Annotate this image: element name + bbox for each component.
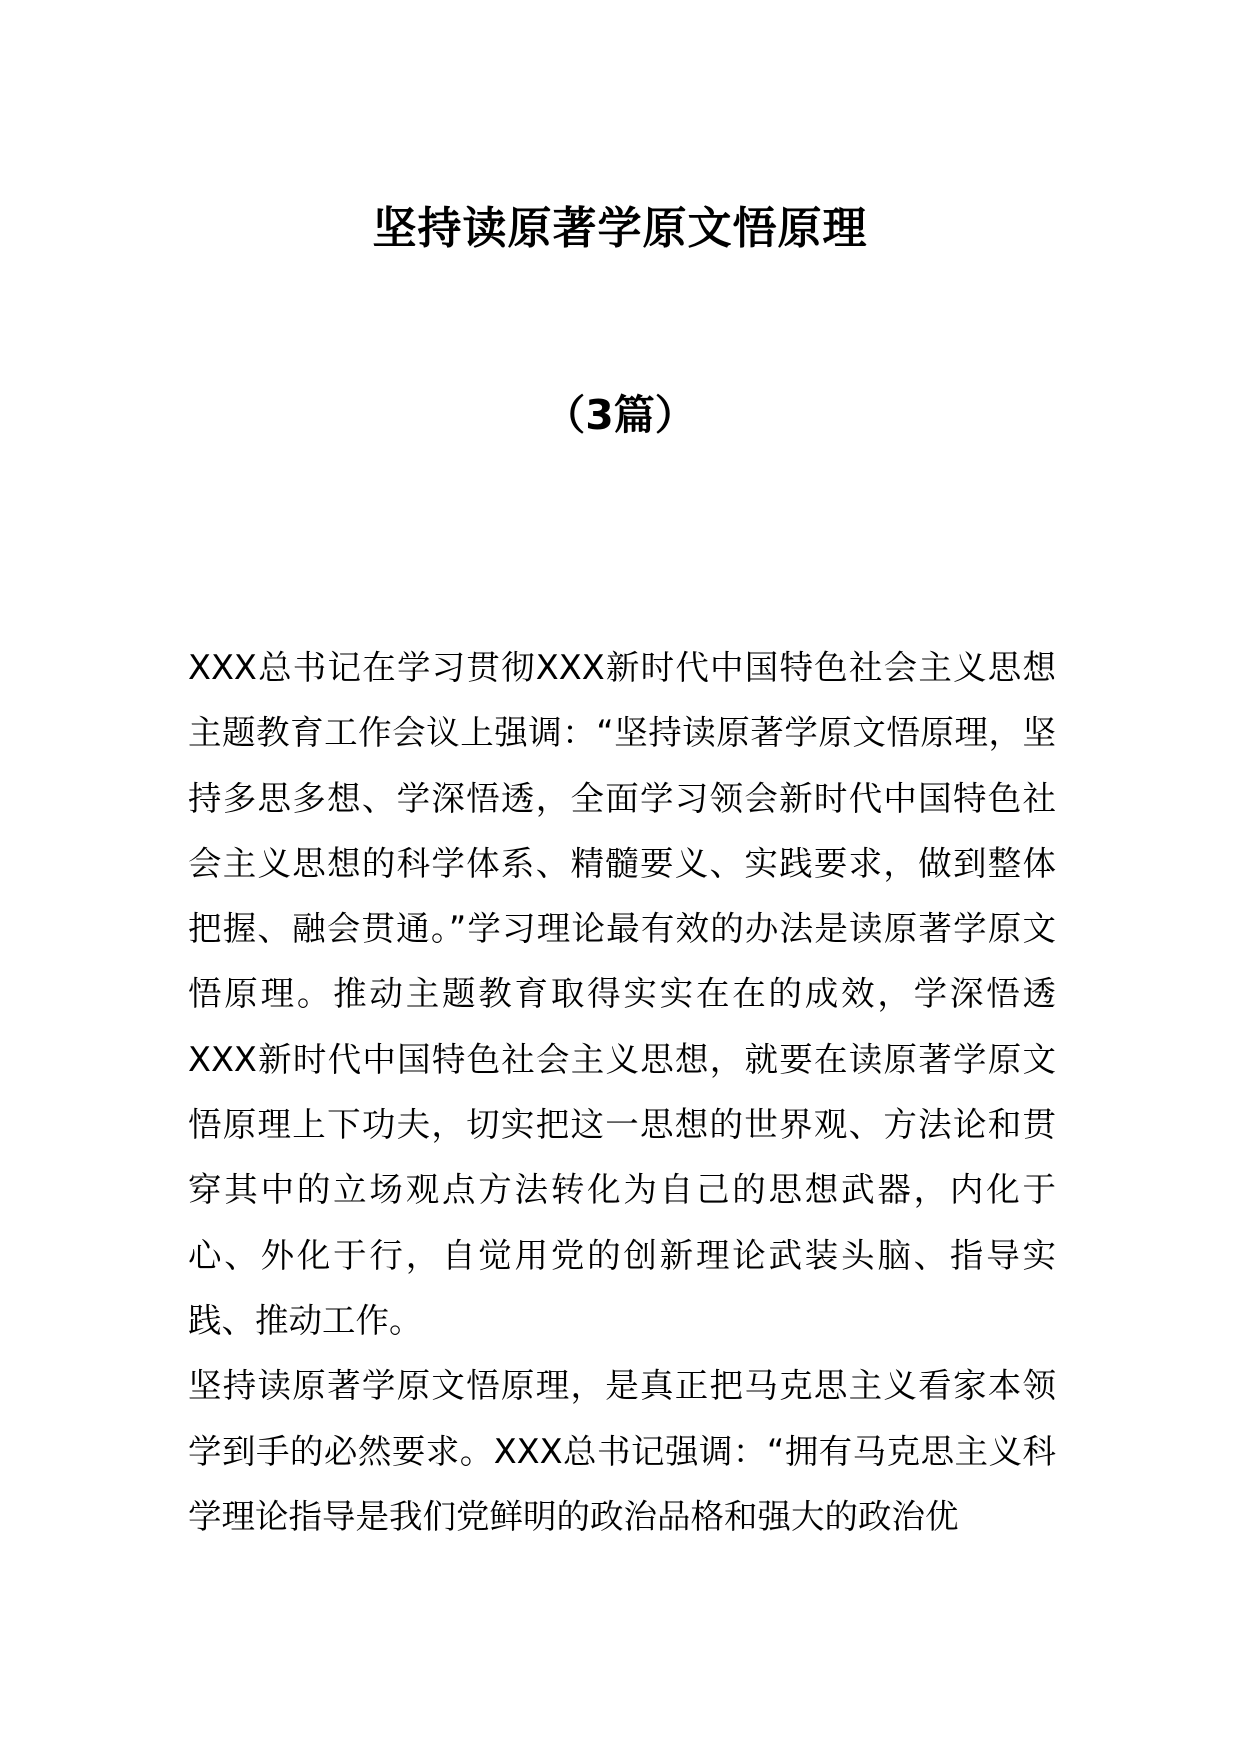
paragraph-1: XXX总书记在学习贯彻XXX新时代中国特色社会主义思想主题教育工作会议上强调：“坚持读原著学原文悟原理，坚持多思多想、学深悟透，全面学习领会新时代中国特色社会主义思想的科学体系、精髓要义、实践要求，做到整体把握、融会贯通。”学习理论最有效的办法是读原著学原文悟原理。推动主题教育取得实实在在的成效，学深悟透XXX新时代中国特色社会主义思想，就要在读原著学原文悟原理上下功夫，切实把这一思想的世界观、方法论和贯穿其中的立场观点方法转化为自己的思想武器，内化于心、外化于行，自觉用党的创新理论武装头脑、指导实践、推动工作。 (188, 648, 1056, 1340)
document-title: 坚持读原著学原文悟原理 (372, 203, 868, 254)
document-body (188, 635, 1056, 1549)
document-subtitle: （3篇） (544, 391, 696, 439)
paragraph-2: 坚持读原著学原文悟原理，是真正把马克思主义看家本领学到手的必然要求。XXX总书记强调：“拥有马克思主义科学理论指导是我们党鲜明的政治品格和强大的政治优 (188, 1366, 1056, 1536)
